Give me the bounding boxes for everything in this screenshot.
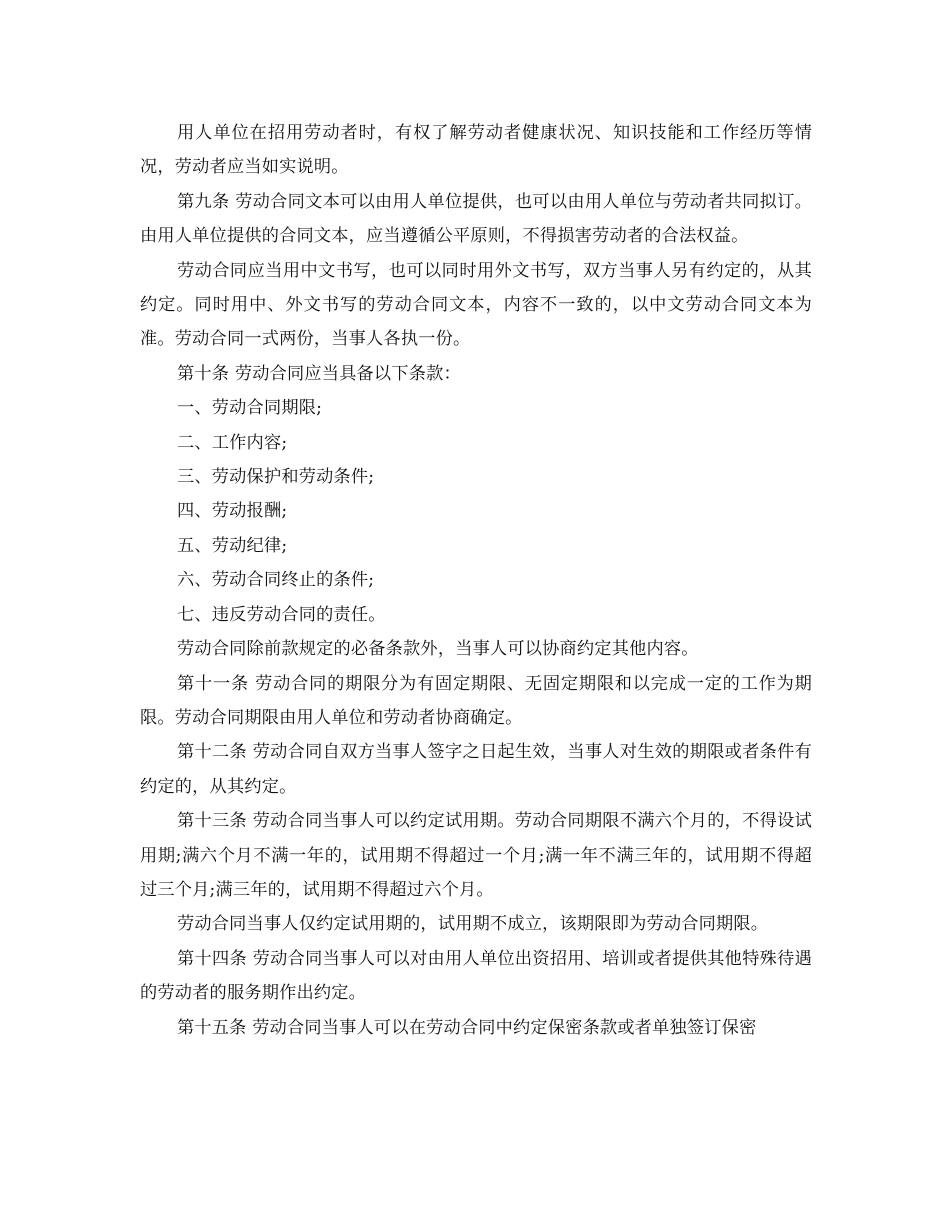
list-item: 六、劳动合同终止的条件; <box>177 570 375 591</box>
paragraph: 第十四条 劳动合同当事人可以对由用人单位出资招用、培训或者提供其他特殊待遇的劳动者的服务期作出约定。 <box>140 948 812 1004</box>
paragraph: 劳动合同应当用中文书写，也可以同时用外文书写，双方当事人另有约定的，从其约定。同时用中、外文书写的劳动合同文本，内容不一致的，以中文劳动合同文本为准。劳动合同一式两份，当事人各执一份。 <box>140 260 812 350</box>
list-item: 七、违反劳动合同的责任。 <box>177 604 386 625</box>
list-item: 一、劳动合同期限; <box>177 398 323 419</box>
list-item: 四、劳动报酬; <box>177 501 288 522</box>
paragraph: 第十五条 劳动合同当事人可以在劳动合同中约定保密条款或者单独签订保密 <box>177 1017 757 1038</box>
paragraph: 第十条 劳动合同应当具备以下条款： <box>177 363 461 384</box>
paragraph: 第十一条 劳动合同的期限分为有固定期限、无固定期限和以完成一定的工作为期限。劳动合同期限由用人单位和劳动者协商确定。 <box>140 673 812 728</box>
paragraph: 第九条 劳动合同文本可以由用人单位提供，也可以由用人单位与劳动者共同拟订。由用人单位提供的合同文本，应当遵循公平原则，不得损害劳动者的合法权益。 <box>140 191 812 247</box>
paragraph: 第十二条 劳动合同自双方当事人签字之日起生效，当事人对生效的期限或者条件有约定的，从其约定。 <box>140 742 812 797</box>
list-item: 二、工作内容; <box>177 432 288 453</box>
paragraph: 劳动合同当事人仅约定试用期的，试用期不成立，该期限即为劳动合同期限。 <box>177 914 769 935</box>
paragraph: 劳动合同除前款规定的必备条款外，当事人可以协商约定其他内容。 <box>177 639 699 660</box>
document-body <box>140 116 812 1045</box>
list-item: 三、劳动保护和劳动条件; <box>177 467 375 488</box>
paragraph: 第十三条 劳动合同当事人可以约定试用期。劳动合同期限不满六个月的，不得设试用期;满六个月不满一年的，试用期不得超过一个月;满一年不满三年的，试用期不得超过三个月;满三年的，试用期不得超过六个月。 <box>140 811 812 900</box>
list-item: 五、劳动纪律; <box>177 535 288 556</box>
paragraph: 用人单位在招用劳动者时，有权了解劳动者健康状况、知识技能和工作经历等情况，劳动者应当如实说明。 <box>140 123 812 178</box>
